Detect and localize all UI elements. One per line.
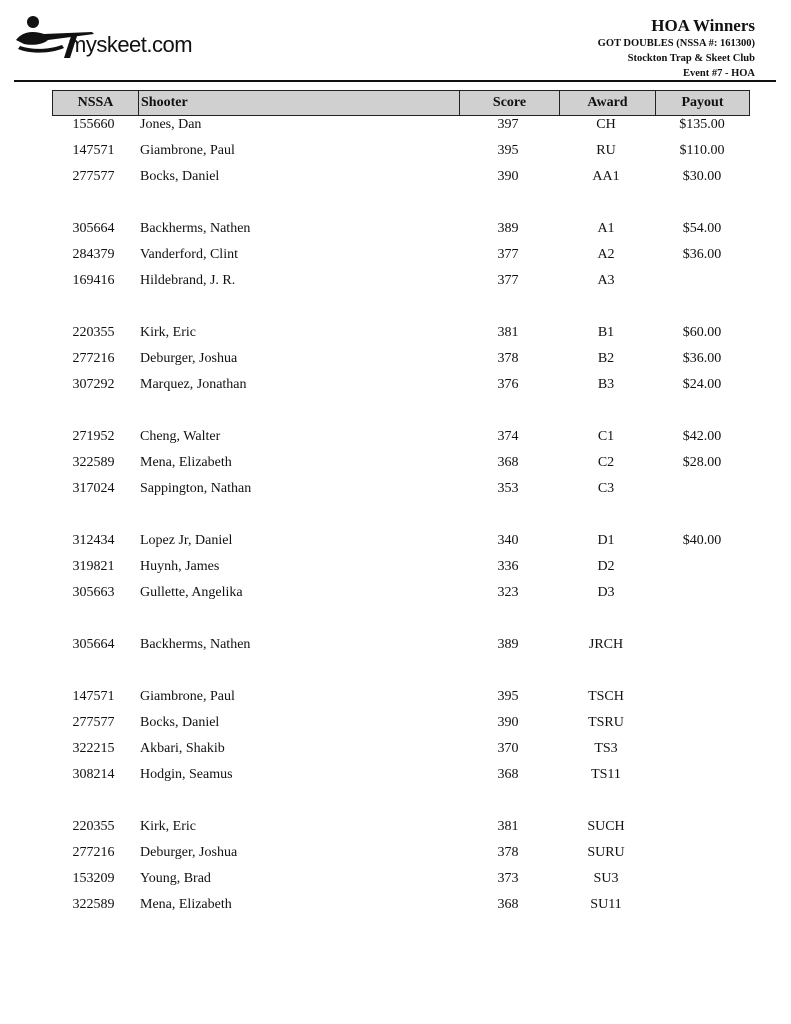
report-header: [598, 16, 755, 81]
shooter-cell: Backherms, Nathen: [140, 637, 251, 652]
award-cell: RU: [596, 143, 616, 158]
score-cell: 336: [497, 559, 519, 574]
shooter-cell: Bocks, Daniel: [140, 169, 220, 184]
shooter-cell: Giambrone, Paul: [140, 143, 235, 158]
nssa-cell: 153209: [72, 871, 115, 886]
header-divider: [14, 80, 776, 82]
score-cell: 390: [497, 169, 519, 184]
score-cell: 323: [497, 585, 519, 600]
nssa-cell: 155660: [72, 117, 115, 132]
award-cell: SUCH: [587, 819, 625, 834]
nssa-cell: 277577: [72, 715, 115, 730]
payout-cell: $30.00: [682, 169, 722, 184]
shooter-cell: Giambrone, Paul: [140, 689, 235, 704]
award-group: [52, 114, 750, 192]
payout-cell: $110.00: [679, 143, 725, 158]
table-row: [52, 764, 750, 790]
nssa-cell: 317024: [72, 481, 115, 496]
payout-cell: $42.00: [682, 429, 722, 444]
table-row: [52, 530, 750, 556]
shooter-cell: Young, Brad: [140, 871, 211, 886]
nssa-cell: 169416: [72, 273, 115, 288]
award-cell: D3: [597, 585, 615, 600]
shooter-cell: Backherms, Nathen: [140, 221, 251, 236]
award-cell: A3: [597, 273, 615, 288]
payout-cell: $36.00: [682, 247, 722, 262]
col-payout: Payout: [655, 91, 749, 115]
award-cell: CH: [596, 117, 616, 132]
nssa-cell: 308214: [72, 767, 115, 782]
col-nssa: NSSA: [77, 95, 114, 110]
score-cell: 378: [497, 845, 519, 860]
payout-cell: $36.00: [682, 351, 722, 366]
award-cell: D2: [597, 559, 615, 574]
shooter-cell: Hodgin, Seamus: [140, 767, 233, 782]
award-cell: AA1: [592, 169, 620, 184]
table-row: [52, 556, 750, 582]
col-score: Score: [459, 91, 559, 115]
award-cell: JRCH: [588, 637, 624, 652]
table-row: [52, 842, 750, 868]
shooter-cell: Vanderford, Clint: [140, 247, 238, 262]
nssa-cell: 220355: [72, 819, 115, 834]
nssa-cell: 277216: [72, 351, 115, 366]
table-row: [52, 478, 750, 504]
nssa-cell: 220355: [72, 325, 115, 340]
nssa-cell: 277577: [72, 169, 115, 184]
table-row: [52, 218, 750, 244]
score-cell: 373: [497, 871, 519, 886]
score-cell: 340: [497, 533, 519, 548]
shooter-cell: Marquez, Jonathan: [140, 377, 247, 392]
table-row: [52, 868, 750, 894]
score-cell: 370: [497, 741, 519, 756]
nssa-cell: 271952: [72, 429, 115, 444]
award-cell: C1: [597, 429, 615, 444]
table-row: [52, 322, 750, 348]
nssa-cell: 322215: [72, 741, 115, 756]
award-cell: A2: [597, 247, 615, 262]
table-row: [52, 816, 750, 842]
payout-cell: $24.00: [682, 377, 722, 392]
score-cell: 389: [497, 221, 519, 236]
shooter-cell: Kirk, Eric: [140, 819, 196, 834]
table-row: [52, 452, 750, 478]
award-cell: SU3: [593, 871, 619, 886]
score-cell: 377: [497, 273, 519, 288]
table-row: [52, 244, 750, 270]
col-shooter: Shooter: [138, 91, 459, 115]
shooter-cell: Cheng, Walter: [140, 429, 221, 444]
nssa-cell: 305663: [72, 585, 115, 600]
score-cell: 368: [497, 455, 519, 470]
payout-cell: $40.00: [682, 533, 722, 548]
table-row: [52, 686, 750, 712]
nssa-cell: 147571: [72, 143, 115, 158]
score-cell: 378: [497, 351, 519, 366]
table-row: [52, 894, 750, 920]
report-title: HOA Winners: [651, 16, 755, 35]
nssa-cell: 312434: [72, 533, 115, 548]
award-cell: C3: [597, 481, 615, 496]
payout-cell: $54.00: [682, 221, 722, 236]
payout-cell: $60.00: [682, 325, 722, 340]
shooter-cell: Hildebrand, J. R.: [140, 273, 236, 288]
col-award: Award: [559, 91, 655, 115]
shooter-cell: Mena, Elizabeth: [140, 455, 232, 470]
score-cell: 377: [497, 247, 519, 262]
shooter-cell: Akbari, Shakib: [140, 741, 225, 756]
nssa-cell: 305664: [72, 221, 115, 236]
shooter-cell: Huynh, James: [140, 559, 220, 574]
award-group: [52, 322, 750, 400]
table-row: [52, 374, 750, 400]
shooter-cell: Mena, Elizabeth: [140, 897, 232, 912]
award-group: [52, 530, 750, 608]
nssa-cell: 284379: [72, 247, 115, 262]
table-row: [52, 166, 750, 192]
award-cell: SURU: [587, 845, 625, 860]
award-cell: A1: [597, 221, 615, 236]
table-row: [52, 140, 750, 166]
event-label: Event #7 - HOA: [682, 68, 755, 79]
score-cell: 381: [497, 819, 519, 834]
nssa-cell: 305664: [72, 637, 115, 652]
table-header: [52, 90, 750, 116]
score-cell: 353: [497, 481, 519, 496]
nssa-cell: 147571: [72, 689, 115, 704]
award-cell: TSRU: [588, 715, 624, 730]
table-row: [52, 114, 750, 140]
table-row: [52, 348, 750, 374]
table-row: [52, 270, 750, 296]
table-row: [52, 738, 750, 764]
nssa-cell: 277216: [72, 845, 115, 860]
payout-cell: $135.00: [679, 117, 725, 132]
nssa-cell: 322589: [72, 455, 115, 470]
shooter-cell: Kirk, Eric: [140, 325, 196, 340]
nssa-cell: 322589: [72, 897, 115, 912]
nssa-cell: 307292: [72, 377, 115, 392]
award-group: [52, 218, 750, 296]
award-cell: TSCH: [588, 689, 624, 704]
table-row: [52, 582, 750, 608]
table-row: [52, 712, 750, 738]
award-cell: D1: [597, 533, 615, 548]
award-cell: SU11: [590, 897, 622, 912]
shooter-cell: Deburger, Joshua: [140, 351, 238, 366]
club-name: Stockton Trap & Skeet Club: [627, 53, 755, 64]
score-cell: 395: [497, 689, 519, 704]
award-cell: TS11: [591, 767, 621, 782]
logo-text: myskeet.com: [68, 32, 193, 57]
award-group: [52, 816, 750, 920]
score-cell: 395: [497, 143, 519, 158]
payout-cell: $28.00: [682, 455, 722, 470]
shooter-cell: Jones, Dan: [140, 117, 202, 132]
award-group: [52, 686, 750, 790]
shooter-cell: Gullette, Angelika: [140, 585, 243, 600]
score-cell: 368: [497, 767, 519, 782]
table-row: [52, 634, 750, 660]
score-cell: 397: [497, 117, 519, 132]
winners-table: [52, 114, 750, 946]
award-cell: B1: [597, 325, 615, 340]
shooter-cell: Deburger, Joshua: [140, 845, 238, 860]
table-row: [52, 426, 750, 452]
score-cell: 390: [497, 715, 519, 730]
score-cell: 381: [497, 325, 519, 340]
shooter-cell: Sappington, Nathan: [140, 481, 252, 496]
award-cell: C2: [597, 455, 615, 470]
score-cell: 368: [497, 897, 519, 912]
award-group: [52, 426, 750, 504]
award-cell: B3: [597, 377, 615, 392]
score-cell: 374: [497, 429, 519, 444]
score-cell: 389: [497, 637, 519, 652]
award-cell: TS3: [594, 741, 618, 756]
nssa-cell: 319821: [72, 559, 115, 574]
shooter-cell: Bocks, Daniel: [140, 715, 220, 730]
score-cell: 376: [497, 377, 519, 392]
logo: [14, 14, 194, 60]
award-group: [52, 634, 750, 660]
event-name: GOT DOUBLES (NSSA #: 161300): [597, 38, 755, 49]
shooter-cell: Lopez Jr, Daniel: [140, 533, 233, 548]
award-cell: B2: [597, 351, 615, 366]
